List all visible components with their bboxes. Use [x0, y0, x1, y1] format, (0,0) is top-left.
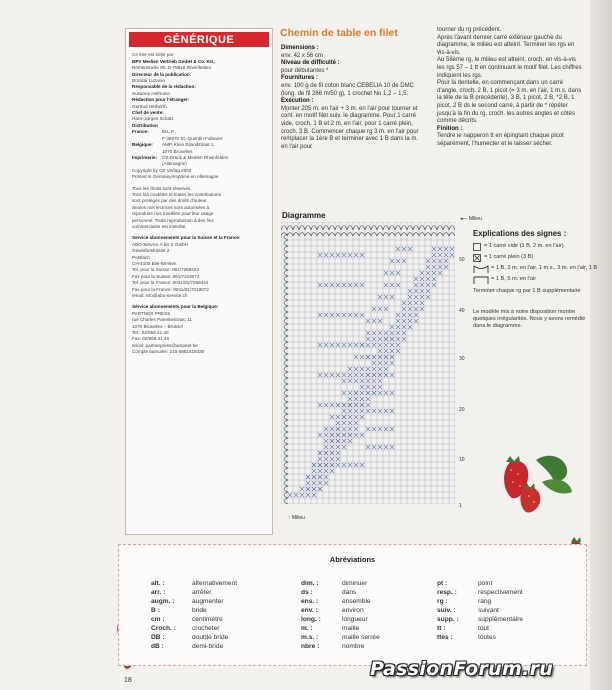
abbr-key: ttes :	[437, 634, 453, 641]
diagram-title: Diagramme	[282, 211, 326, 220]
legend-text: = 1 carré plein (3 B)	[484, 254, 534, 260]
abo-ch-line: ABO-Service A bis Z GmbH	[132, 241, 189, 247]
belgique-line: 1070 Bruxelles	[162, 148, 193, 154]
abo-ch-line: Tel. pour la France: 0041/61/7269444	[132, 280, 209, 286]
abbr-row	[437, 606, 523, 615]
resp-label: Responsable de la rédaction:	[132, 84, 196, 90]
lace-arches	[281, 226, 455, 505]
bar-icon	[473, 276, 489, 284]
rights-line: Seules nos lectrices sont autorisées à	[132, 204, 210, 210]
instr-paragraph: Après l'avant dernier carré extérieur gauche du diagramme, le milieu est atteint. Terminer les rgs en vis-à-vis.	[437, 34, 575, 56]
abbr-key: env. :	[301, 607, 318, 614]
abbr-meaning: bride	[192, 607, 207, 614]
abbr-column	[151, 579, 237, 651]
empty-square-icon	[473, 243, 482, 251]
row-number: 10	[459, 457, 465, 463]
abbr-meaning: crocheter	[192, 625, 220, 632]
abbr-row	[151, 624, 237, 633]
abbr-meaning: suivant	[478, 607, 499, 614]
abbr-meaning: augmenter	[192, 598, 224, 605]
imprimerie-line: (Allemagne)	[162, 161, 187, 167]
abbr-key: cm :	[151, 616, 165, 623]
rights-line: sont protégés par des droits d'auteur.	[132, 198, 208, 204]
abbr-row	[151, 579, 237, 588]
abo-be-title: Service abonnements pour la Belgique:	[132, 304, 219, 310]
copyright: Copyright by OZ Verlag 2003	[132, 167, 192, 173]
distrib-label: Distribution	[132, 122, 158, 128]
fournitures-value: env. 100 g de fil coton blanc CEBELIA 10 de DMC (long. de fil 266 m/50 g), 1 crochet No 1,2 – 1,5.	[281, 82, 414, 97]
instr-paragraph: Au 58ème rg, le milieu est atteint, croch. en vis-à-vis les rgs 57 – 1 tt en continuant le motif filet. Les chiffres indiquent les rgs.	[437, 57, 582, 79]
row-number: 20	[459, 407, 465, 413]
abo-be-line: Compte bancaire: 210-0981618330	[132, 349, 205, 355]
finition-value: Tendre le napperon tt en épinglant chaque picot séparément, l'humecter et le laisser sécher.	[437, 133, 564, 147]
abbr-row	[301, 588, 380, 597]
abbr-key: alt. :	[151, 580, 165, 587]
printed: Printed in Germany/Imprimé en Allemagne	[132, 174, 219, 180]
legend-note: Terminer chaque rg par 1 B supplémentaire	[473, 288, 581, 294]
abbreviations-box	[118, 544, 587, 666]
page-gutter	[590, 0, 612, 690]
strawberry-illustration	[496, 452, 576, 514]
dimensions-label: Dimensions :	[281, 45, 319, 51]
abbr-key: dB :	[151, 643, 164, 650]
chef-label: Chef de vente:	[132, 110, 164, 116]
abo-ch-line: Tel. pour la Suisse: 061/7269444	[132, 267, 199, 273]
abo-ch-email[interactable]: email: info@abo-service.ch	[132, 293, 188, 299]
publisher-line-1: Ce titre est édité par	[132, 52, 174, 58]
abbr-meaning: point	[478, 580, 493, 587]
rights-line: reproduire nos modèles pour leur usage	[132, 211, 214, 217]
abbr-meaning: alternativement	[192, 580, 238, 587]
france-label: France:	[132, 129, 149, 135]
legend	[473, 230, 598, 330]
abbr-meaning: environ	[342, 607, 364, 614]
abbr-key: ens. :	[301, 598, 319, 605]
imprimerie-line: OZ-Druck & Medien Rheinfelden	[162, 154, 229, 160]
legend-item	[473, 265, 598, 273]
abbr-row	[301, 606, 380, 615]
abbr-row	[151, 615, 237, 624]
abbr-row	[437, 597, 523, 606]
abbr-meaning: double bride	[192, 634, 229, 641]
publisher-line-3: Römerstraße 90, D-79618 Rheinfelden	[132, 65, 212, 71]
abbr-row	[437, 633, 523, 642]
abo-ch-line: Gewerbestrasse 2	[132, 248, 170, 254]
filet-grid	[281, 222, 455, 504]
milieu-bottom-label: ↑ Milieu	[288, 515, 305, 521]
abo-ch-title: Service abonnements pour la Suisse et la France:	[132, 235, 241, 241]
abbr-meaning: maille	[342, 625, 360, 632]
publisher-line-2: BPV Medien Vertrieb GmbH & Co. KG,	[132, 58, 215, 64]
abbr-row	[437, 588, 523, 597]
abbr-key: dim. :	[301, 580, 319, 587]
legend-note-2: Le modèle mis à notre disposition montre quelques irrégularités. Nous y avons remédié dans le diagramme.	[473, 309, 586, 329]
abo-ch-line: Fax pour la France: 0041/61/7219072	[132, 286, 209, 292]
abbr-row	[151, 588, 237, 597]
grid-lines	[281, 222, 455, 504]
dimensions-value: env. 42 x 56 cm	[281, 52, 323, 59]
abo-be-line: PARTNER PRESS	[132, 310, 171, 316]
rights-line: personnel. Toute reproduction à des fins	[132, 217, 214, 223]
abbr-row	[301, 624, 380, 633]
instructions-column-1	[281, 45, 426, 151]
abo-ch-line: CH-4105 Biel-Benken	[132, 261, 177, 266]
chef-value: Hans-Jürgen Schatz	[132, 116, 174, 122]
abbr-meaning: maille serrée	[342, 634, 380, 641]
niveau-value: pour débutantes *	[281, 67, 329, 74]
rights-line: Tous les modèles et toutes les contributions	[132, 191, 221, 197]
abbr-row	[301, 633, 380, 642]
abbr-key: pt :	[437, 580, 448, 587]
legend-text: = 1 carré vide (1 B, 2 m. en l'air)	[484, 243, 564, 249]
abbr-column	[437, 579, 523, 642]
abbr-row	[301, 642, 380, 651]
abo-be-line: 1070 Bruxelles – Brussel	[132, 323, 183, 329]
etranger-value: Gertrud Herberth	[132, 103, 167, 109]
belgique-label: Belgique:	[132, 142, 153, 148]
abbr-row	[437, 579, 523, 588]
france-line: F-38070 St.-Quentin-Fallavier	[162, 135, 223, 141]
row-number: 1	[459, 503, 462, 509]
abbr-meaning: supplémentaire	[478, 616, 524, 623]
abbr-key: augm. :	[151, 598, 175, 605]
legend-text: = 1 B, 5 m. en l'air	[491, 276, 537, 282]
abbr-meaning: demi-bride	[192, 643, 224, 650]
imprimerie-label: Imprimerie:	[132, 154, 158, 160]
abbr-key: B :	[151, 607, 160, 614]
execution-label: Exécution :	[281, 98, 314, 105]
abbr-key: rg :	[437, 598, 448, 605]
abbr-row	[301, 579, 380, 588]
abbr-key: tt :	[437, 625, 446, 632]
niveau-label: Niveau de difficulté :	[281, 60, 340, 67]
abbr-meaning: diminuer	[342, 580, 368, 587]
rights-line: Tous les droits sont réservés.	[132, 185, 192, 191]
fournitures-label: Fournitures :	[281, 75, 318, 82]
abbr-row	[151, 633, 237, 642]
row-number: 50	[459, 257, 465, 263]
abbr-meaning: dans	[342, 589, 357, 596]
milieu-bottom-text: Milieu	[291, 515, 305, 521]
legend-text: = 1 B, 3 m. en l'air, 1 m.s., 3 m. en l'air, 1 B	[491, 265, 598, 271]
instr-paragraph: tourner du rg précédent.	[437, 27, 502, 33]
abbr-key: DB :	[151, 634, 165, 641]
info-box	[125, 28, 273, 535]
milieu-top-label: ◂— Milieu	[460, 216, 482, 222]
abbr-meaning: rang	[478, 598, 492, 605]
abbr-key: suiv. :	[437, 607, 456, 614]
brand-banner: GÉNÉRIQUE	[129, 32, 269, 47]
abbr-key: resp. :	[437, 589, 457, 596]
abbreviations-title: Abréviations	[329, 555, 376, 564]
filet-diagram	[281, 222, 455, 504]
abo-be-line: rue Charles Parentestraat, 11	[132, 317, 192, 323]
cross-square-icon	[473, 254, 482, 262]
abbr-key: m. :	[301, 625, 313, 632]
etranger-label: Rédaction pour l'étranger:	[132, 97, 190, 103]
abbr-column	[301, 579, 380, 651]
resp-value: Susanne Hofmann	[132, 90, 171, 96]
abbr-row	[301, 615, 380, 624]
france-line: M.L.P.,	[162, 129, 176, 135]
finition-label: Finition :	[437, 125, 463, 132]
abo-be-line: Tel.: 02/556.41.40	[132, 330, 169, 336]
legend-item	[473, 243, 598, 251]
page-title: Chemin de table en filet	[280, 27, 398, 39]
abbr-row	[151, 597, 237, 606]
abo-be-line: Fax: 02/556.41.46	[132, 336, 170, 342]
abbr-row	[151, 642, 237, 651]
abbr-key: ds :	[301, 589, 313, 596]
abo-be-email[interactable]: email: partnerpress@ampnet.be	[132, 342, 198, 348]
abbr-meaning: longueur	[342, 616, 368, 623]
page-number: 18	[124, 677, 132, 684]
abbr-meaning: nombre	[342, 643, 365, 650]
execution-value: Monter 205 m. en l'air + 3 m. en l'air pour tourner et cont. en motif filet suiv. le diagramme. Pour 1 carré vide, croch. 1 B et 2 m. en l'air, pour 1 carré plein, croch. 3 B. Commencer chaque rg 3 m. en l'air pour remplacer la 1ère B et terminer avec 1 B dans la m. en l'air pour	[281, 105, 419, 150]
abbr-key: long. :	[301, 616, 321, 623]
row-number: 30	[459, 356, 465, 362]
abbr-meaning: respectivement	[478, 589, 523, 596]
legend-title: Explications des signes :	[473, 229, 567, 238]
instructions-column-2	[437, 27, 582, 149]
abbr-row	[437, 624, 523, 633]
belgique-line: AMP, Klein Eilandstraat 1,	[162, 142, 215, 148]
legend-item	[473, 276, 598, 284]
abo-ch-line: Postfach	[132, 254, 150, 260]
director-value: Bozidar Luzanin	[132, 78, 165, 84]
watermark: PassionForum.ru	[370, 658, 554, 680]
abbr-meaning: centimètre	[192, 616, 223, 623]
row-number: 40	[459, 308, 465, 314]
milieu-top-text: Milieu	[468, 216, 482, 222]
abbr-key: supp. :	[437, 616, 459, 623]
abbr-meaning: ensemble	[342, 598, 371, 605]
abbr-row	[301, 597, 380, 606]
instr-paragraph: Pour la dentelle, en commençant dans un carré d'angle, croch. 2 B, 1 picot (= 3 m. en l'air, 1 m.s. dans la tête de la B précédente), 3 B, 1 picot, 2 B, *2 B, 1 picot, 2 B ds le second carré, à partir de * répéter jusqu'à la fin du rg, croch. les autres angles et côtés comme décrits.	[437, 80, 582, 125]
abbr-meaning: toutes	[478, 634, 496, 641]
abbr-meaning: tout	[478, 625, 489, 632]
rights-line: commerciales est interdite.	[132, 223, 187, 229]
picot-mesh-icon	[473, 265, 489, 273]
legend-item	[473, 254, 598, 262]
abbr-key: arr. :	[151, 589, 166, 596]
abbr-key: m.s. :	[301, 634, 319, 641]
abbr-row	[151, 606, 237, 615]
abbr-key: nbre :	[301, 643, 320, 650]
director-label: Directeur de la publication:	[132, 71, 192, 77]
abbr-row	[437, 615, 523, 624]
abbr-key: Croch. :	[151, 625, 176, 632]
abbr-meaning: arrêter	[192, 589, 212, 596]
abo-ch-line: Fax pour la Suisse: 061/7219072	[132, 273, 200, 279]
